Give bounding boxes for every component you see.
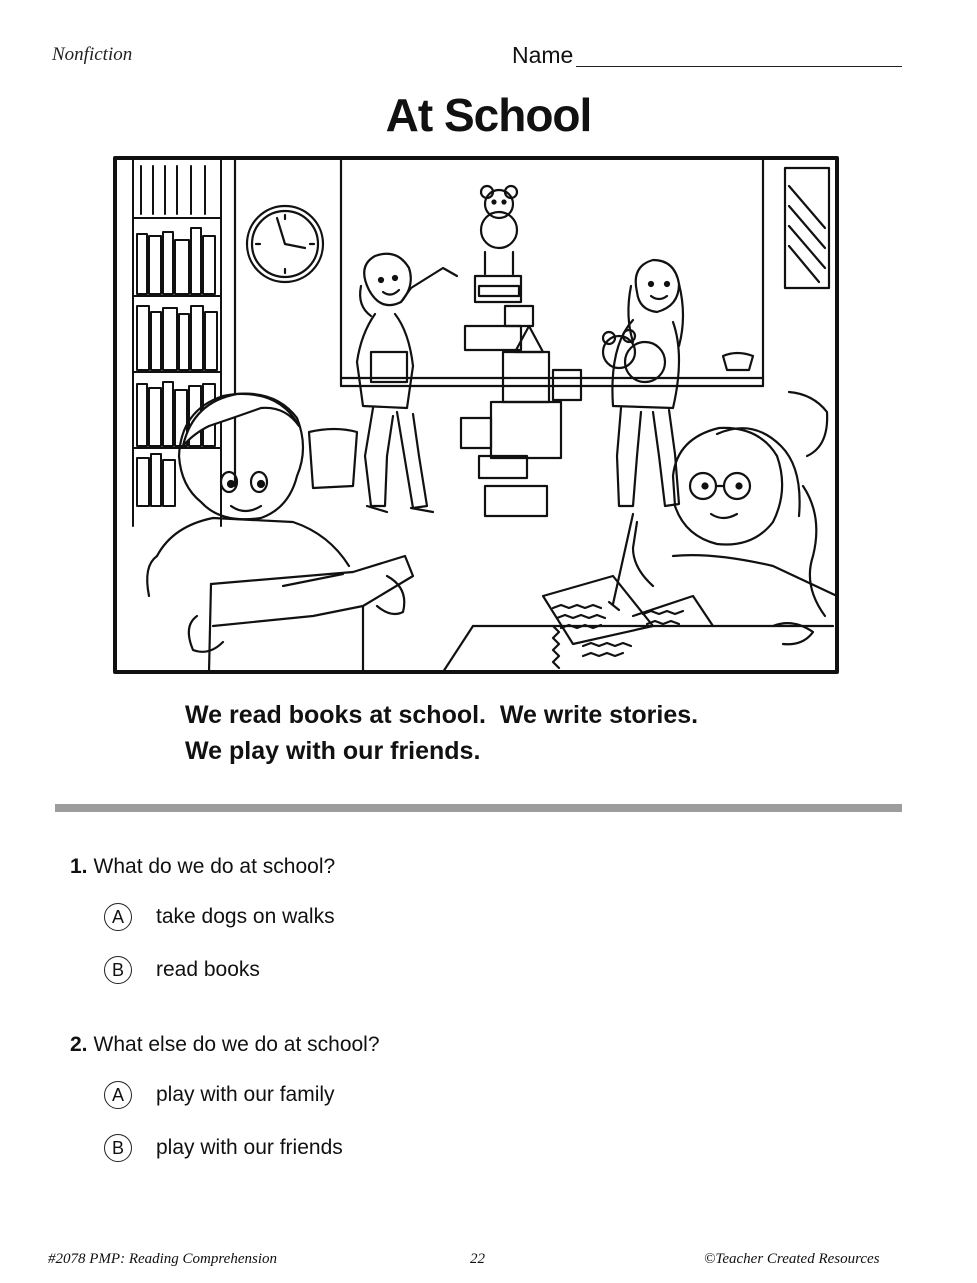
answer-text: play with our friends <box>156 1136 343 1159</box>
boy-reading <box>147 394 413 672</box>
question-1 <box>70 855 335 879</box>
window <box>785 168 829 288</box>
answer-bubble[interactable]: A <box>104 1081 132 1109</box>
answer-option-2a[interactable] <box>104 1081 335 1109</box>
passage-line: We read books at school. We write stories. <box>185 701 699 729</box>
section-divider <box>55 804 902 812</box>
question-text: What else do we do at school? <box>93 1033 380 1056</box>
answer-bubble[interactable]: B <box>104 956 132 984</box>
answer-option-1b[interactable] <box>104 956 260 984</box>
page-title: At School <box>385 89 592 141</box>
answer-text: take dogs on walks <box>156 905 335 928</box>
bookshelf <box>133 160 221 526</box>
question-2 <box>70 1033 380 1057</box>
child-with-teddy <box>603 260 683 506</box>
answer-text: read books <box>156 958 260 981</box>
child-pointing <box>357 254 457 512</box>
question-number: 1. <box>70 855 88 878</box>
answer-option-1a[interactable] <box>104 903 335 931</box>
clock-icon <box>247 206 323 282</box>
passage-line: We play with our friends. <box>185 737 481 765</box>
footer-book-title: #2078 PMP: Reading Comprehension <box>48 1251 277 1267</box>
question-number: 2. <box>70 1033 88 1056</box>
name-input-line[interactable] <box>576 66 902 67</box>
answer-bubble[interactable]: B <box>104 1134 132 1162</box>
question-text: What do we do at school? <box>93 855 336 878</box>
answer-option-2b[interactable] <box>104 1134 343 1162</box>
name-label: Name <box>512 42 574 68</box>
answer-bubble[interactable]: A <box>104 903 132 931</box>
answer-text: play with our family <box>156 1083 335 1106</box>
category-label: Nonfiction <box>52 44 133 65</box>
footer-copyright: ©Teacher Created Resources <box>704 1251 880 1267</box>
reading-passage <box>185 697 698 769</box>
block-tower <box>461 186 581 516</box>
footer-page-number: 22 <box>470 1251 485 1267</box>
classroom-illustration <box>113 156 839 674</box>
